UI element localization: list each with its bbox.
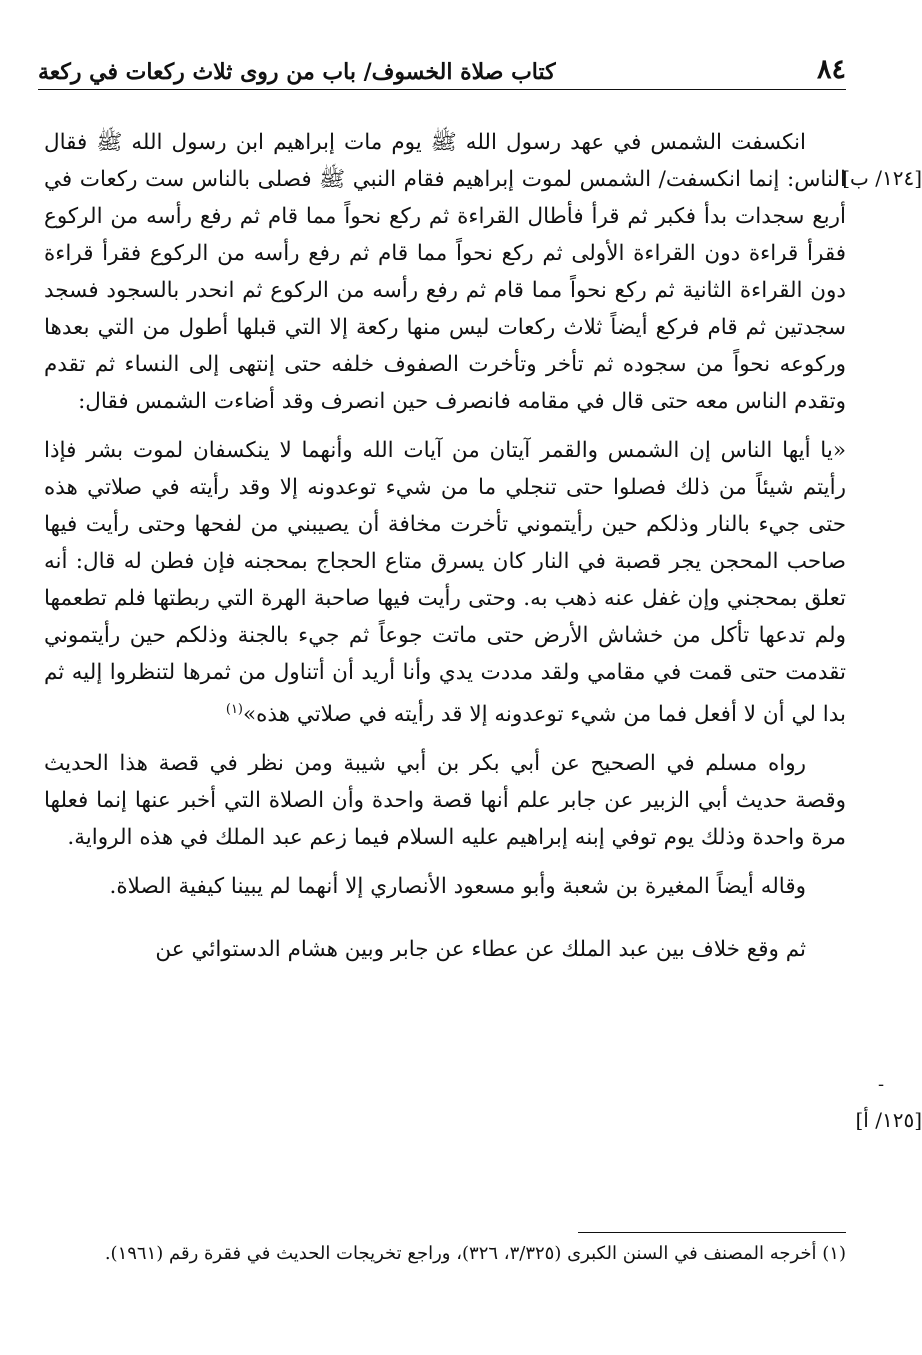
margin-note-folio-124b: [١٢٤/ ب]	[842, 166, 922, 190]
page-number: ٨٤	[816, 54, 846, 85]
footnote-reference: (١)	[225, 702, 243, 717]
footnote-divider	[578, 1232, 846, 1233]
hadith-quote-text: «يا أيها الناس إن الشمس والقمر آيتان من آيات الله وأنهما لا ينكسفان لموت بشر فإذا رأيتم شيئاً من ذلك فصلوا حتى تنجلي ما من شيء توعدونه إلا وقد رأيته في صلاتي هذه حتى جيء بالنار وذلكم حين رأيتموني تأخرت مخافة أن يصيبني من لفحها وحتى رأيت فيها صاحب المحجن يجر قصبة في النار كان يسرق متاع الحجاج بمحجنه فإن فطن له قال: أنه تعلق بمحجني وإن غفل عنه ذهب به. وحتى رأيت فيها صاحبة الهرة التي ربطتها فلم تطعمها ولم تدعها تأكل من خشاش الأرض حتى ماتت جوعاً ثم جيء بالجنة وذلكم حين رأيتموني تقدمت حتى قمت في مقامي ولقد مددت يدي وأنا أريد أن أتناول من ثمرها لتنظروا إليه ثم بدا لي أن لا أفعل فما من شيء توعدونه إلا قد رأيته في صلاتي هذه»	[44, 438, 846, 728]
paragraph-narration-source: رواه مسلم في الصحيح عن أبي بكر بن أبي شيبة ومن نظر في قصة هذا الحديث وقصة حديث أبي الزبير عن جابر علم أنها قصة واحدة وأن الصلاة التي أخبر عنها إنما فعلها مرة واحدة وذلك يوم توفي إبنه إبراهيم عليه السلام فيما زعم عبد الملك في هذه الرواية.	[44, 751, 846, 851]
running-title: كتاب صلاة الخسوف/ باب من روى ثلاث ركعات في ركعة	[38, 59, 556, 85]
margin-dash: -	[878, 1074, 885, 1095]
footnote-1: (١) أخرجه المصنف في السنن الكبرى (٣/٣٢٥، ٣٢٦)، وراجع تخريجات الحديث في فقرة رقم (١٩٦١).	[104, 1243, 846, 1264]
page-header	[38, 42, 846, 90]
paragraph-hadith-quote	[44, 432, 846, 733]
footnotes	[44, 1238, 846, 1270]
margin-note-folio-125a: [١٢٥/ أ]	[855, 1108, 922, 1132]
paragraph-other-narrators: وقاله أيضاً المغيرة بن شعبة وأبو مسعود الأنصاري إلا أنهما لم يبينا كيفية الصلاة.	[109, 874, 806, 900]
paragraph-disagreement: ثم وقع خلاف بين عبد الملك عن عطاء عن جابر وبين هشام الدستوائي عن	[155, 937, 806, 963]
paragraph-eclipse-narration: انكسفت الشمس في عهد رسول الله ﷺ يوم مات إبراهيم ابن رسول الله ﷺ فقال الناس: إنما انكسفت/ الشمس لموت إبراهيم فقام النبي ﷺ فصلى بالناس ست ركعات في أربع سجدات بدأ فكبر ثم قرأ فأطال القراءة ثم ركع نحواً مما قام ثم رفع رأسه من الركوع فقرأ قراءة دون القراءة الأولى ثم ركع نحواً مما قام ثم رفع رأسه من الركوع فقرأ قراءة دون القراءة الثانية ثم ركع نحواً مما قام ثم رفع رأسه من الركوع ثم انحدر بالسجود فسجد سجدتين ثم قام فركع أيضاً ثلاث ركعات ليس منها ركعة إلا التي قبلها أطول من التي بعدها وركوعه نحواً من سجوده ثم تأخر وتأخرت الصفوف خلفه حتى إنتهى إلى النساء ثم تقدم وتقدم الناس معه حتى قال في مقامه فانصرف حين انصرف وقد أضاءت الشمس فقال:	[44, 130, 846, 414]
main-text	[44, 124, 846, 980]
